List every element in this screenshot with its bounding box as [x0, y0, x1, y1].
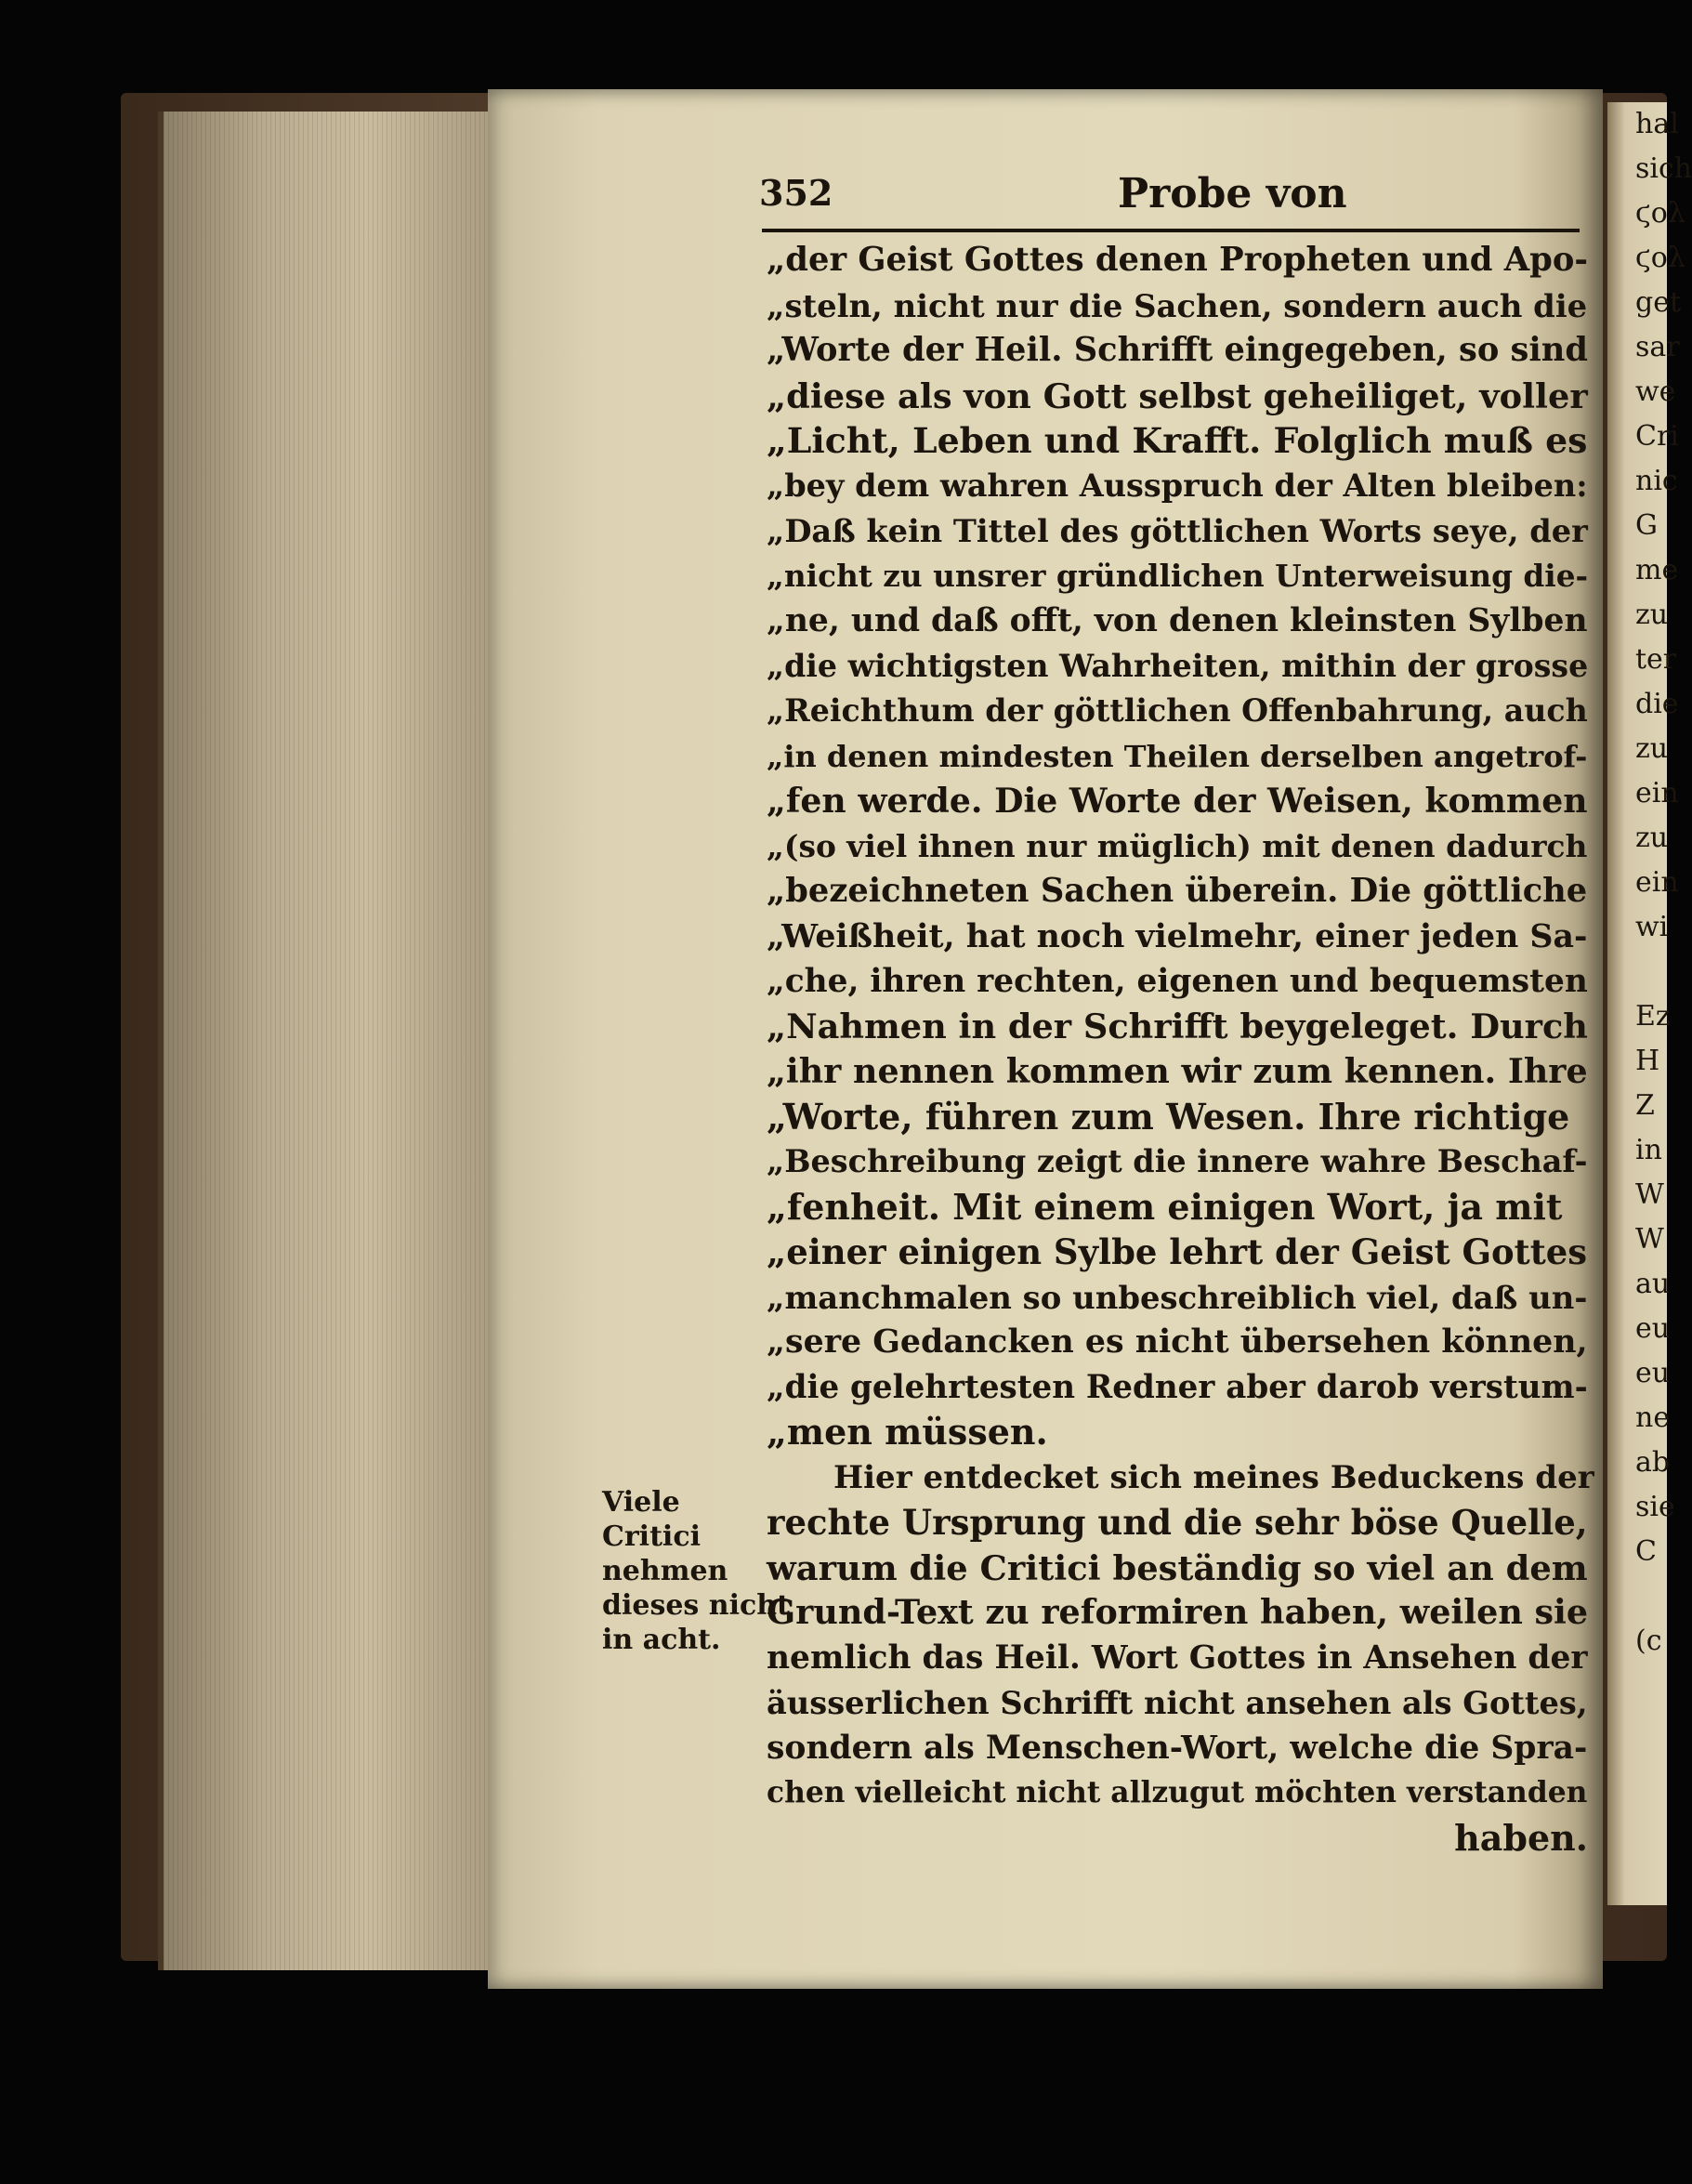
facing-page-fragment: G — [1635, 509, 1658, 542]
text-line: „die gelehrtesten Redner aber darob verstum- — [767, 1368, 1588, 1406]
text-line: Grund-Text zu reformiren haben, weilen sie — [767, 1592, 1589, 1632]
facing-page-fragment: C — [1635, 1535, 1657, 1568]
facing-page-fragment: ter — [1635, 643, 1677, 676]
text-line: „ihr nennen kommen wir zum kennen. Ihre — [767, 1051, 1588, 1091]
text-line: „Beschreibung zeigt die innere wahre Beschaf- — [767, 1143, 1588, 1179]
facing-page-fragment: nic — [1635, 465, 1678, 497]
facing-page-fragment — [1607, 950, 1667, 994]
facing-page-fragment: eu — [1635, 1357, 1671, 1389]
facing-page-fragment: ϛολ — [1635, 197, 1685, 230]
text-line: „Worte, führen zum Wesen. Ihre richtige — [767, 1095, 1570, 1138]
text-line: „fen werde. Die Worte der Weisen, kommen — [767, 781, 1588, 821]
marginal-note-line: nehmen — [602, 1555, 728, 1587]
text-line: „in denen mindesten Theilen derselben angetrof- — [767, 738, 1588, 774]
facing-page-fragment: ϛολ — [1635, 242, 1685, 274]
text-line: „Nahmen in der Schrifft beygeleget. Durch — [767, 1006, 1588, 1046]
text-line: „nicht zu unsrer gründlichen Unterweisung die- — [767, 557, 1589, 594]
facing-page-fragment: eu — [1635, 1312, 1671, 1345]
facing-page-fragment — [1607, 1574, 1667, 1619]
text-line: „fenheit. Mit einem einigen Wort, ja mit — [767, 1185, 1563, 1228]
facing-page-fragment: (c — [1635, 1625, 1662, 1657]
facing-page-fragment: Z — [1635, 1089, 1655, 1122]
facing-page-fragment: hal — [1635, 108, 1679, 140]
running-head: Probe von — [1118, 170, 1347, 217]
text-line: „Reichthum der göttlichen Offenbahrung, auch — [767, 692, 1588, 729]
text-line: „(so viel ihnen nur müglich) mit denen dadurch — [767, 827, 1588, 864]
text-line: chen vielleicht nicht allzugut möchten verstanden — [767, 1776, 1588, 1809]
marginal-note-line: dieses nicht — [602, 1589, 790, 1622]
text-line: rechte Ursprung und die sehr böse Quelle, — [767, 1502, 1588, 1543]
text-line: „Worte der Heil. Schrifft eingegeben, so sind — [767, 331, 1588, 369]
text-line: nemlich das Heil. Wort Gottes in Ansehen der — [767, 1638, 1588, 1677]
facing-page-fragment: wi — [1635, 911, 1669, 943]
facing-page-fragment: sich — [1635, 152, 1692, 185]
facing-page-fragment: me — [1635, 554, 1679, 586]
text-line: „der Geist Gottes denen Propheten und Apo- — [767, 241, 1589, 279]
facing-page-fragment: W — [1635, 1223, 1664, 1256]
facing-page-edge — [1607, 102, 1692, 1905]
facing-page-fragment: ne — [1635, 1401, 1671, 1434]
header-rule — [762, 229, 1580, 232]
text-line: „manchmalen so unbeschreiblich viel, daß un- — [767, 1278, 1588, 1316]
text-line: „bezeichneten Sachen überein. Die göttliche — [767, 872, 1588, 910]
text-line: „ne, und daß offt, von denen kleinsten Sylben — [767, 602, 1588, 639]
page-header — [759, 172, 1584, 228]
text-line: „Weißheit, hat noch vielmehr, einer jeden Sa- — [767, 916, 1588, 955]
text-line: „Daß kein Tittel des göttlichen Worts seye, der — [767, 512, 1588, 549]
facing-page-fragment: zu — [1635, 599, 1669, 631]
page-number: 352 — [759, 172, 833, 214]
facing-page-fragment: ein — [1635, 777, 1679, 809]
text-line: „men müssen. — [767, 1411, 1048, 1453]
text-line: „Licht, Leben und Krafft. Folglich muß es — [767, 419, 1588, 461]
facing-page-fragment: ab — [1635, 1446, 1671, 1479]
marginal-note-line: in acht. — [602, 1624, 721, 1656]
text-line: haben. — [1454, 1816, 1588, 1859]
facing-page-fragment: zu — [1635, 732, 1669, 765]
text-line: sondern als Menschen-Wort, welche die Spra- — [767, 1729, 1588, 1767]
text-line: „einer einigen Sylbe lehrt der Geist Gottes — [767, 1231, 1588, 1272]
main-text-block — [767, 238, 1594, 1861]
text-line: „die wichtigsten Wahrheiten, mithin der grosse — [767, 647, 1589, 684]
facing-page-fragment: ein — [1635, 866, 1679, 899]
facing-page-fragment: sar — [1635, 331, 1680, 363]
facing-page-fragment: we — [1635, 375, 1676, 408]
facing-page-fragment: au — [1635, 1268, 1671, 1300]
facing-page-fragment: zu — [1635, 822, 1669, 854]
text-line: „che, ihren rechten, eigenen und bequemsten — [767, 963, 1588, 1000]
text-line: „bey dem wahren Ausspruch der Alten bleiben: — [767, 467, 1588, 504]
facing-page-fragment: H — [1635, 1045, 1660, 1077]
marginal-note — [602, 1485, 790, 1657]
facing-page-fragment: in — [1635, 1134, 1662, 1166]
text-line: warum die Critici beständig so viel an dem — [767, 1546, 1588, 1588]
marginal-note-line: Viele — [602, 1486, 680, 1519]
text-line: Hier entdecket sich meines Beduckens der — [833, 1458, 1594, 1496]
text-line: äusserlichen Schrifft nicht ansehen als Gottes, — [767, 1684, 1588, 1721]
facing-page-fragment: sie — [1635, 1491, 1675, 1523]
marginal-note-line: Critici — [602, 1520, 701, 1553]
facing-page-fragment: die — [1635, 688, 1679, 720]
text-line: „diese als von Gott selbst geheiliget, voller — [767, 375, 1588, 416]
facing-page-fragment: Ez — [1635, 1000, 1671, 1033]
page-fore-edge — [158, 112, 503, 1970]
facing-page-fragment: get — [1635, 286, 1682, 319]
text-line: „sere Gedancken es nicht übersehen können, — [767, 1322, 1588, 1361]
facing-page-fragment: Cri — [1635, 420, 1679, 453]
facing-page-fragment: W — [1635, 1178, 1664, 1211]
text-line: „steln, nicht nur die Sachen, sondern auch die — [767, 286, 1588, 324]
